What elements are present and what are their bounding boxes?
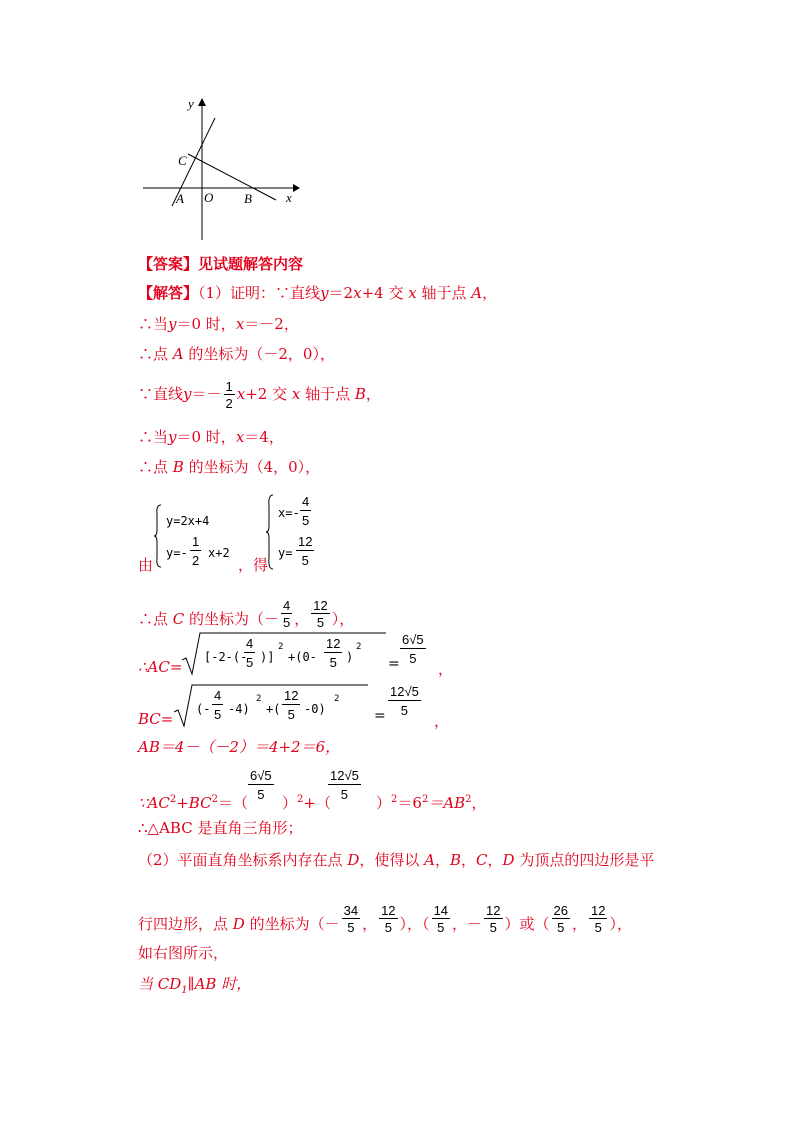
numerator: 4 [214,688,222,703]
text: ， [461,851,477,869]
numerator: 12 [591,903,606,918]
var: x [353,284,362,302]
bc-comma: ， [434,712,450,730]
text: ∥AB 时， [187,975,252,993]
text: ， [471,794,487,812]
var: C [172,610,185,628]
frac-26-5 [552,904,570,934]
text: ∴点 [138,458,173,476]
var: C [476,851,488,869]
text: ∴当 [138,428,169,446]
text: 的坐标为（4，0）， [183,458,321,476]
bc-sq-1: 2 [256,694,262,704]
numerator: 4 [246,636,254,651]
origin-label: O [204,190,214,205]
bc-line [138,682,498,732]
sys-de: ，得 [238,556,269,574]
numerator: 34 [343,903,359,918]
sum-text-2 [282,792,331,813]
denominator: 5 [340,787,349,802]
text: ） [376,794,392,812]
brace-left [154,504,162,568]
bc-sq-2: 2 [334,694,340,704]
var: x [235,315,245,333]
numerator: 4 [302,494,310,509]
text: ＝0 时， [176,428,236,446]
var: y [183,385,192,403]
denominator: 5 [301,553,309,568]
denominator: 5 [246,655,254,670]
sum-text-3 [376,792,487,813]
text: ， [362,915,378,933]
ac-sq-2: 2 [356,642,362,652]
fraction-half [224,380,235,410]
denominator: 5 [409,651,417,666]
x-axis-arrow [293,184,300,192]
text: （2）平面直角坐标系内存在点 [138,851,348,869]
text: ＝－2， [244,315,299,333]
point-b-label: B [244,191,252,206]
numerator: 14 [433,903,449,918]
sum-frac-1 [248,768,274,802]
sol-y: y= [278,546,293,560]
denominator: 5 [347,920,355,935]
numerator: 12 [284,688,299,703]
text: +2 交 [245,385,292,403]
denominator: 2 [192,553,200,568]
frac-4-5 [281,599,292,629]
denominator: 5 [594,920,602,935]
denominator: 5 [214,707,222,722]
y-label: y [188,96,194,111]
text: ＝2 [328,284,354,302]
denominator: 5 [283,615,291,630]
denominator: 5 [400,703,409,718]
text: ∴当 [138,315,169,333]
sup: 2 [421,794,429,805]
text: 行四边形，点 [138,915,233,933]
ac-rad-a: [-2-(- [204,650,248,664]
sys-frac-half [190,534,201,568]
text: ，－ [452,915,483,933]
text: 轴于点 [300,385,355,403]
text: ＝6 [397,794,422,812]
numerator: 12 [313,598,328,613]
numerator: 12√5 [390,684,419,699]
text: ， [487,851,503,869]
sup: 2 [211,794,218,805]
bc-rad-c: +( [266,702,281,716]
text: 为顶点的四边形是平 [514,851,655,869]
numerator: 4 [283,598,291,613]
var: y [320,284,329,302]
ac-rad-c: +(0- [288,650,317,664]
solution-line-1 [138,286,497,301]
sum-frac-2 [328,768,361,802]
sum-text [138,792,248,813]
answer-line [138,257,303,272]
text: ， [365,385,381,403]
numerator: 12 [381,903,396,918]
sys-eq1: y=2x+4 [166,514,210,528]
point-c-label: C [178,153,187,168]
bc-rad-b: -4) [228,702,250,716]
ac-frac-4-5 [244,636,255,670]
denominator: 5 [489,920,497,935]
text: ∴点 [138,610,173,628]
triangle-line [138,821,302,836]
denominator: 5 [287,707,295,722]
var: A [172,345,184,363]
bc-frac-12-5 [282,688,300,722]
sup: 2 [465,794,472,805]
text: ，使得以 [359,851,425,869]
ac-label: ∴AC= [138,658,183,676]
numerator: 6√5 [402,632,424,647]
denominator: 5 [384,920,392,935]
denominator: 5 [302,513,310,528]
var: D [502,851,515,869]
text: ），（ [399,915,430,933]
text: （1）证明：∵直线 [198,284,321,302]
bc-result [388,684,421,718]
numerator: 12√5 [330,768,359,783]
text: ， [294,610,310,628]
sup: 2 [391,794,398,805]
denominator: 2 [225,396,233,411]
text: ＝4， [244,428,284,446]
figure-line [138,946,228,961]
var: x [408,284,417,302]
last-line [138,977,251,996]
ac-comma: ， [438,660,454,678]
ac-frac-12-5 [324,636,342,670]
sum-line [138,768,538,814]
bc-eq: = [374,708,386,724]
y-axis-arrow [198,98,206,106]
var: x [235,428,245,446]
solution-line-6 [138,460,320,475]
figure-text: 如右图所示， [138,944,229,962]
numerator: 1 [225,379,233,394]
text: ＝AB [428,794,466,812]
ac-rad-b: )] [260,650,275,664]
frac-14-5 [432,904,450,934]
denominator: 5 [257,787,265,802]
numerator: 12 [298,534,313,549]
text: ∵直线 [138,385,184,403]
numerator: 26 [553,903,568,918]
text: +BC [176,794,212,812]
text: ∵AC [138,794,170,812]
text: ＝－ [191,385,222,403]
triangle-text: ∴△ABC 是直角三角形； [138,819,303,837]
var: B [172,458,184,476]
sys-eq2b: x+2 [208,546,230,560]
var: x [291,385,301,403]
numerator: 1 [192,534,200,549]
equation-system-line [138,494,378,574]
text: +4 交 [361,284,409,302]
frac-12-5-b [484,904,502,934]
answer-body: 见试题解答内容 [198,255,304,273]
var: A [471,284,483,302]
var: A [424,851,435,869]
ac-result [400,632,426,666]
bc-rad-d: -0) [304,702,326,716]
solution-line-3 [138,347,335,362]
coordinate-graph [138,92,300,242]
text: 的坐标为（－ [184,610,280,628]
bc-rad-a: (- [196,702,211,716]
frac-12-5-c [589,904,607,934]
text: ） [282,794,298,812]
denominator: 5 [316,615,325,630]
var: B [450,851,462,869]
var: x [236,385,246,403]
ab-line [138,740,340,755]
denominator: 5 [557,920,565,935]
text: 的坐标为（－2，0）， [183,345,335,363]
var: y [168,428,177,446]
frac-12-5-a [379,904,397,934]
solution-line-4 [138,380,381,410]
text: 轴于点 [416,284,472,302]
text: 当 CD [138,975,182,993]
bc-frac-4-5 [212,688,223,722]
x-label: x [286,190,292,205]
numerator: 6√5 [250,768,272,783]
sol-x-frac [300,494,311,528]
text: ， [434,851,450,869]
ac-sq-1: 2 [278,642,284,652]
text: ）， [609,915,632,933]
sup: 2 [169,794,177,805]
ac-rad-d: ) [346,650,354,664]
var: y [168,315,177,333]
part2-line [138,853,654,868]
numerator: 12 [326,636,341,651]
denominator: 5 [329,655,337,670]
sys-eq2a: y=- [166,546,188,560]
point-a-label: A [176,191,184,206]
sol-y-frac [296,534,314,568]
brace-right [266,494,274,570]
frac-34-5 [342,904,360,934]
numerator: 12 [486,903,501,918]
line-cb [188,154,276,200]
text: ）， [331,610,355,628]
text: +（ [303,794,331,812]
ac-eq: = [388,656,400,672]
text: ∴点 [138,345,173,363]
subscript: 1 [181,985,188,996]
text: ＝0 时， [176,315,236,333]
ab-text: AB＝4－（－2）＝4+2＝6， [138,738,341,756]
frac-12-5 [311,599,329,629]
solution-line-5 [138,430,284,445]
text: ＝（ [217,794,248,812]
solution-head: 【解答】 [138,284,199,302]
bc-label: BC= [138,710,174,728]
text: ， [482,284,498,302]
part2-line-2 [138,903,632,940]
sup: 2 [297,794,304,805]
denominator: 5 [437,920,445,935]
text: ）或（ [504,915,550,933]
var: B [354,385,366,403]
var: D [232,915,245,933]
sol-x: x=- [278,506,300,520]
solution-line-2 [138,317,299,332]
sys-you: 由 [138,556,154,574]
answer-head: 【答案】 [138,255,199,273]
ac-line [138,630,498,680]
text: 的坐标为（－ [244,915,340,933]
var: D [347,851,360,869]
text: ， [572,915,588,933]
